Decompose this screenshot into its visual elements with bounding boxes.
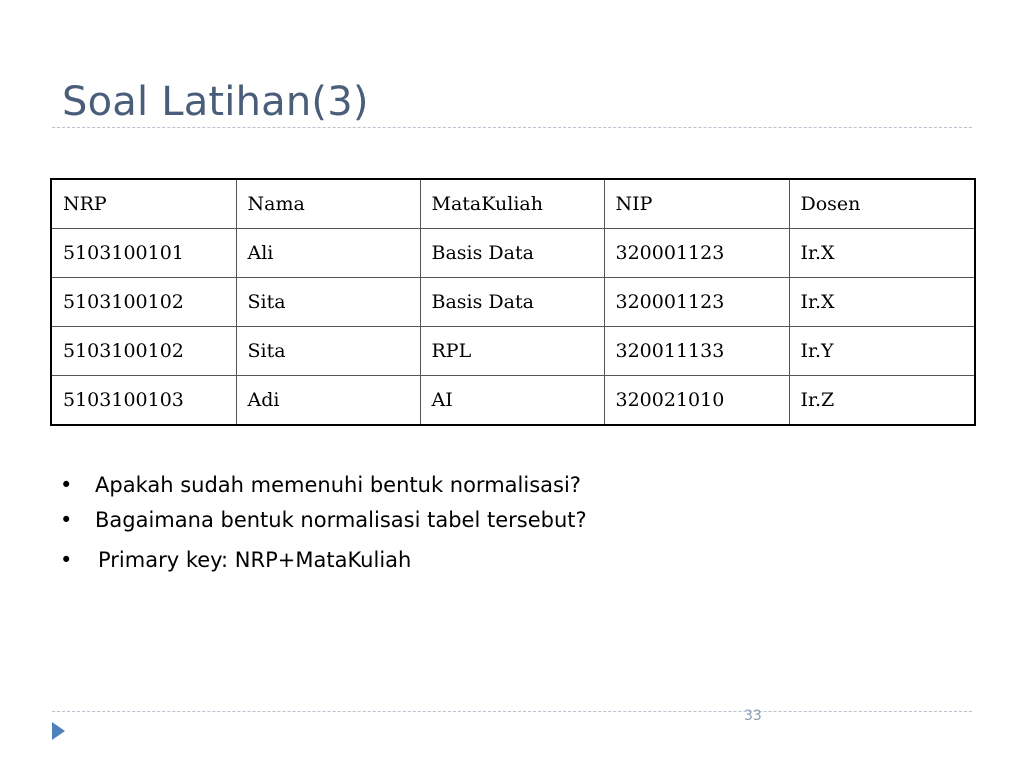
column-header-nip: NIP bbox=[604, 179, 789, 229]
table-row bbox=[51, 229, 975, 278]
table-cell: AI bbox=[420, 376, 604, 426]
list-item-text: Bagaimana bentuk normalisasi tabel tersebut? bbox=[95, 508, 587, 532]
table-header-row bbox=[51, 179, 975, 229]
list-item bbox=[60, 468, 587, 503]
table-cell: 320011133 bbox=[604, 327, 789, 376]
list-item bbox=[60, 503, 587, 538]
table-row bbox=[51, 327, 975, 376]
table-cell: Basis Data bbox=[420, 278, 604, 327]
table-cell: Adi bbox=[236, 376, 420, 426]
table-row bbox=[51, 278, 975, 327]
data-table bbox=[50, 178, 976, 426]
table-row bbox=[51, 376, 975, 426]
table-cell: RPL bbox=[420, 327, 604, 376]
list-item bbox=[60, 543, 587, 578]
column-header-nrp: NRP bbox=[51, 179, 236, 229]
table-cell: Basis Data bbox=[420, 229, 604, 278]
table-cell: 5103100102 bbox=[51, 278, 236, 327]
list-item-text: Primary key: NRP+MataKuliah bbox=[98, 548, 412, 572]
table-cell: 320001123 bbox=[604, 229, 789, 278]
table-cell: Ir.X bbox=[789, 278, 975, 327]
footer-divider bbox=[52, 711, 972, 712]
list-item-text: Apakah sudah memenuhi bentuk normalisasi? bbox=[95, 473, 581, 497]
table-cell: 320021010 bbox=[604, 376, 789, 426]
bullet-list bbox=[60, 468, 587, 578]
triangle-right-icon bbox=[52, 722, 65, 740]
table-cell: Sita bbox=[236, 278, 420, 327]
table-cell: Sita bbox=[236, 327, 420, 376]
column-header-nama: Nama bbox=[236, 179, 420, 229]
table-cell: 5103100103 bbox=[51, 376, 236, 426]
table-cell: 5103100102 bbox=[51, 327, 236, 376]
bullet-icon: • bbox=[60, 548, 73, 572]
column-header-dosen: Dosen bbox=[789, 179, 975, 229]
slide-title: Soal Latihan(3) bbox=[62, 79, 369, 125]
bullet-icon: • bbox=[60, 473, 73, 497]
column-header-matakuliah: MataKuliah bbox=[420, 179, 604, 229]
table-cell: Ir.Z bbox=[789, 376, 975, 426]
title-divider bbox=[52, 127, 972, 128]
table-cell: 320001123 bbox=[604, 278, 789, 327]
bullet-icon: • bbox=[60, 508, 73, 532]
table-cell: 5103100101 bbox=[51, 229, 236, 278]
table-cell: Ir.Y bbox=[789, 327, 975, 376]
table-cell: Ir.X bbox=[789, 229, 975, 278]
table-cell: Ali bbox=[236, 229, 420, 278]
page-number: 33 bbox=[744, 708, 762, 724]
